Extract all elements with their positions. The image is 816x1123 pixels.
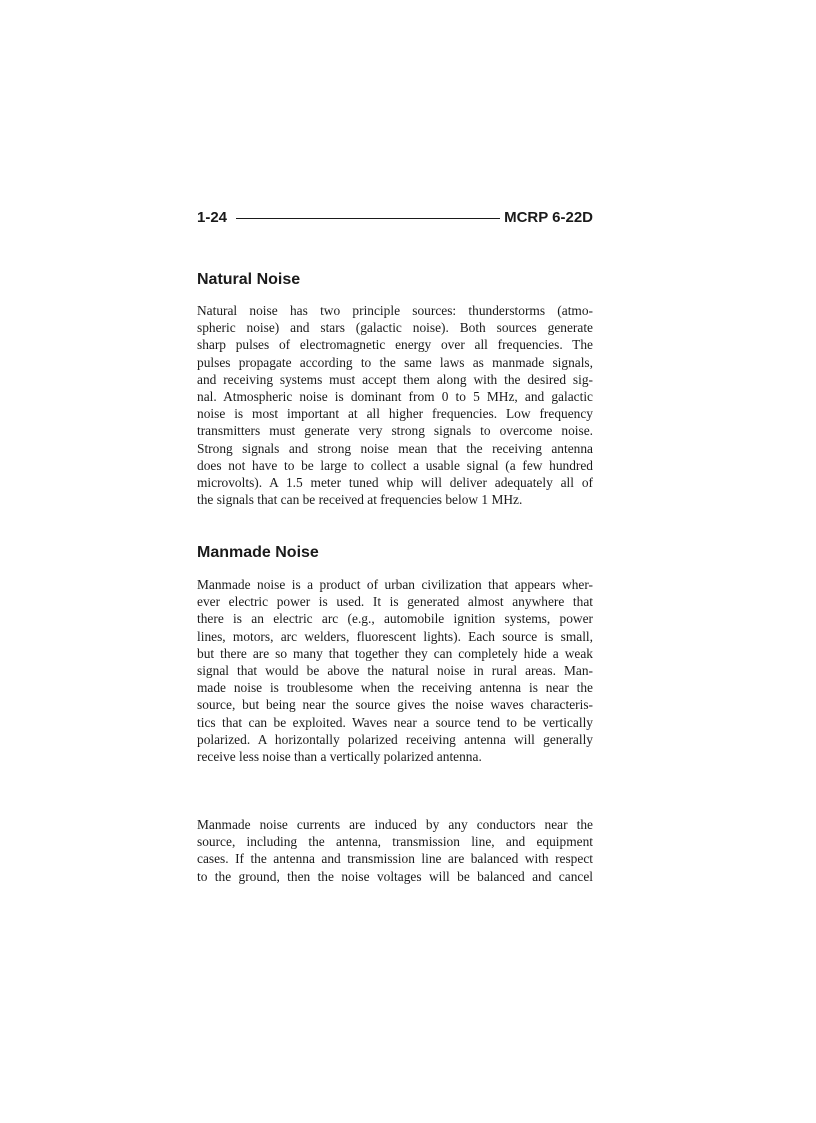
text-line: made noise is troublesome when the receiving antenna is near the	[197, 680, 593, 696]
text-line: and receiving systems must accept them along with the desired sig-	[197, 371, 593, 387]
text-line: microvolts). A 1.5 meter tuned whip will deliver adequately all of	[197, 474, 593, 490]
text-line: tics that can be exploited. Waves near a source tend to be vertically	[197, 714, 593, 730]
text-line: pulses propagate according to the same laws as manmade signals,	[197, 354, 593, 370]
paragraph-manmade-noise-1	[197, 576, 593, 765]
text-line: Strong signals and strong noise mean that the receiving antenna	[197, 440, 593, 456]
text-line: there is an electric arc (e.g., automobile ignition systems, power	[197, 611, 593, 627]
text-line: sharp pulses of electromagnetic energy over all frequencies. The	[197, 337, 593, 353]
running-header	[197, 207, 593, 227]
text-line: ever electric power is used. It is generated almost anywhere that	[197, 594, 593, 610]
text-line: nal. Atmospheric noise is dominant from 0 to 5 MHz, and galactic	[197, 388, 593, 404]
text-line: source, but being near the source gives the noise waves characteris-	[197, 697, 593, 713]
text-line: signal that would be above the natural noise in rural areas. Man-	[197, 662, 593, 678]
text-line: Natural noise has two principle sources: thunderstorms (atmo-	[197, 303, 593, 318]
header-rule	[236, 218, 500, 219]
text-line: noise is most important at all higher frequencies. Low frequency	[197, 406, 593, 422]
text-line: lines, motors, arc welders, fluorescent lights). Each source is small,	[197, 628, 593, 644]
text-line: cases. If the antenna and transmission line are balanced with respect	[197, 851, 593, 867]
text-line: but there are so many that together they can completely hide a weak	[197, 645, 593, 661]
text-line: Manmade noise currents are induced by any conductors near the	[197, 817, 593, 832]
text-line: the signals that can be received at frequencies below 1 MHz.	[197, 492, 523, 508]
text-line: polarized. A horizontally polarized receiving antenna will generally	[197, 731, 593, 747]
document-code: MCRP 6-22D	[504, 208, 593, 226]
text-line: does not have to be large to collect a usable signal (a few hundred	[197, 457, 593, 473]
text-line: to the ground, then the noise voltages will be balanced and cancel	[197, 868, 593, 884]
text-line: Manmade noise is a product of urban civilization that appears wher-	[197, 577, 593, 592]
text-line: transmitters must generate very strong signals to overcome noise.	[197, 423, 593, 439]
text-line: receive less noise than a vertically polarized antenna.	[197, 748, 482, 764]
text-line: spheric noise) and stars (galactic noise). Both sources generate	[197, 320, 593, 336]
page-number: 1-24	[197, 208, 228, 226]
text-line: source, including the antenna, transmission line, and equipment	[197, 834, 593, 850]
paragraph-natural-noise	[197, 302, 593, 508]
section-heading-natural-noise: Natural Noise	[197, 271, 301, 288]
paragraph-manmade-noise-2	[197, 816, 593, 885]
section-heading-manmade-noise: Manmade Noise	[197, 544, 319, 561]
